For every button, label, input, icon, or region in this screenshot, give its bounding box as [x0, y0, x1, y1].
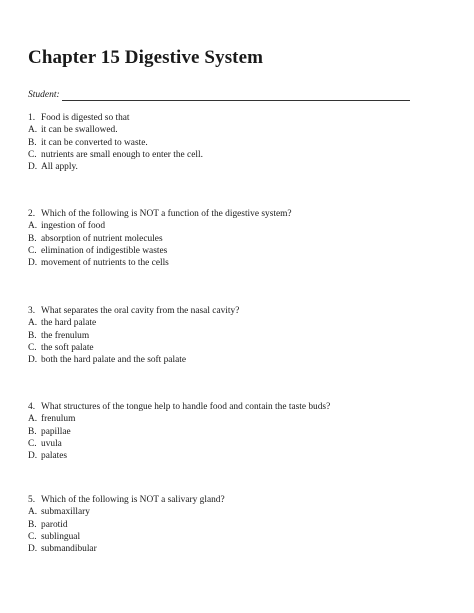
question-number: 3.: [28, 306, 36, 316]
question-stem: [28, 305, 239, 317]
option-letter: B.: [28, 519, 37, 530]
option-text: frenulum: [41, 414, 76, 425]
option-text: absorption of nutrient molecules: [41, 233, 163, 244]
option-letter: C.: [28, 149, 37, 160]
option-letter: B.: [28, 233, 37, 244]
option-letter: A.: [28, 221, 38, 232]
option-letter: B.: [28, 137, 37, 148]
question-3: [28, 305, 239, 366]
option-letter: A.: [28, 414, 38, 425]
question-stem: [28, 401, 330, 413]
option-letter: D.: [28, 451, 38, 462]
answer-option-b: [28, 519, 225, 531]
question-number: 1.: [28, 113, 36, 123]
option-letter: C.: [28, 342, 37, 353]
answer-option-b: [28, 233, 292, 245]
option-letter: C.: [28, 438, 37, 449]
option-text: palates: [41, 451, 68, 462]
option-letter: B.: [28, 330, 37, 341]
answer-option-a: [28, 124, 203, 136]
option-letter: A.: [28, 318, 38, 329]
option-letter: A.: [28, 125, 38, 136]
question-text: Food is digested so that: [41, 113, 130, 123]
option-text: All apply.: [41, 162, 78, 173]
option-text: uvula: [41, 438, 62, 449]
question-number: 2.: [28, 209, 36, 219]
answer-option-d: [28, 161, 203, 173]
answer-option-a: [28, 317, 239, 329]
question-1: [28, 112, 203, 173]
answer-option-a: [28, 220, 292, 232]
option-letter: C.: [28, 531, 37, 542]
option-letter: A.: [28, 507, 38, 518]
answer-option-c: [28, 531, 225, 543]
option-letter: B.: [28, 426, 37, 437]
option-text: submaxillary: [41, 507, 90, 518]
option-text: nutrients are small enough to enter the cell.: [41, 149, 203, 160]
option-text: papillae: [41, 426, 71, 437]
question-text: Which of the following is NOT a function of the digestive system?: [41, 209, 292, 219]
answer-option-b: [28, 426, 330, 438]
question-number: 4.: [28, 402, 36, 412]
option-text: movement of nutrients to the cells: [41, 258, 169, 269]
option-letter: D.: [28, 162, 38, 173]
answer-option-c: [28, 245, 292, 257]
option-text: parotid: [41, 519, 68, 530]
answer-option-a: [28, 413, 330, 425]
option-text: ingestion of food: [41, 221, 106, 232]
answer-option-d: [28, 543, 225, 555]
option-text: both the hard palate and the soft palate: [41, 355, 186, 366]
question-text: Which of the following is NOT a salivary gland?: [41, 495, 225, 505]
option-text: elimination of indigestible wastes: [41, 245, 168, 256]
option-letter: D.: [28, 355, 38, 366]
answer-option-d: [28, 354, 239, 366]
option-letter: C.: [28, 245, 37, 256]
option-text: sublingual: [41, 531, 81, 542]
option-letter: D.: [28, 544, 38, 555]
question-5: [28, 494, 225, 555]
option-text: the soft palate: [41, 342, 94, 353]
answer-option-b: [28, 137, 203, 149]
option-text: it can be swallowed.: [41, 125, 118, 136]
option-text: submandibular: [41, 544, 97, 555]
answer-option-a: [28, 506, 225, 518]
question-stem: [28, 112, 203, 124]
option-text: the hard palate: [41, 318, 97, 329]
question-text: What structures of the tongue help to handle food and contain the taste buds?: [41, 402, 331, 412]
answer-option-c: [28, 149, 203, 161]
question-number: 5.: [28, 495, 36, 505]
student-field: [28, 90, 410, 104]
answer-option-d: [28, 257, 292, 269]
answer-option-b: [28, 330, 239, 342]
student-name-line: [62, 100, 410, 101]
option-text: the frenulum: [41, 330, 90, 341]
page-title: Chapter 15 Digestive System: [28, 47, 264, 68]
question-2: [28, 208, 292, 269]
answer-option-c: [28, 438, 330, 450]
option-letter: D.: [28, 258, 38, 269]
question-stem: [28, 208, 292, 220]
answer-option-c: [28, 342, 239, 354]
question-4: [28, 401, 330, 462]
question-stem: [28, 494, 225, 506]
question-text: What separates the oral cavity from the nasal cavity?: [41, 306, 240, 316]
student-label: Student:: [28, 90, 60, 100]
answer-option-d: [28, 450, 330, 462]
option-text: it can be converted to waste.: [41, 137, 148, 148]
